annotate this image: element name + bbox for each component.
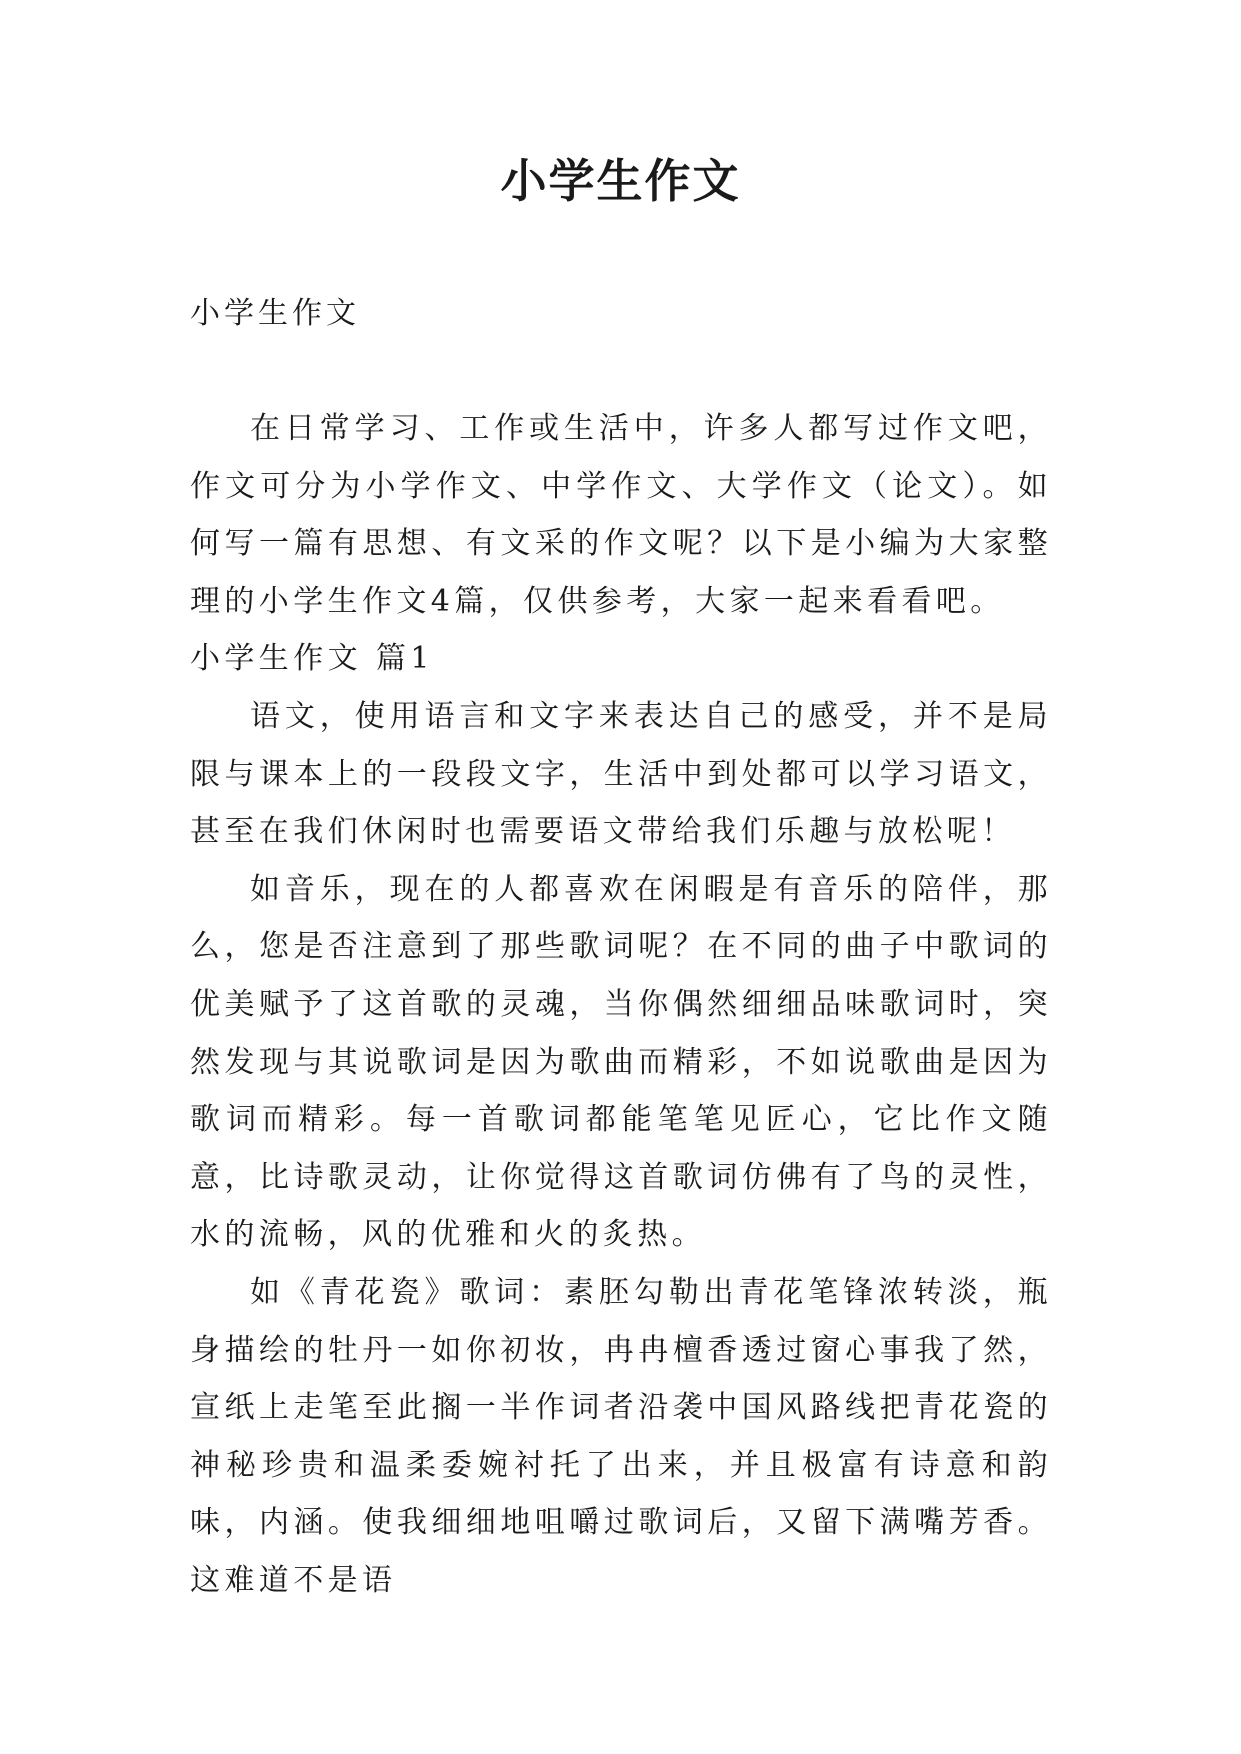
document-body [190,400,1052,1609]
document-title: 小学生作文 [500,154,741,208]
body-paragraph: 如音乐，现在的人都喜欢在闲暇是有音乐的陪伴，那么，您是否注意到了那些歌词呢？在不同的曲子中歌词的优美赋予了这首歌的灵魂，当你偶然细细品味歌词时，突然发现与其说歌词是因为歌曲而精彩，不如说歌曲是因为歌词而精彩。每一首歌词都能笔笔见匠心，它比作文随意，比诗歌灵动，让你觉得这首歌词仿佛有了鸟的灵性，水的流畅，风的优雅和火的炙热。 [190,871,1052,1253]
document-subtitle: 小学生作文 [190,296,360,331]
section-heading: 小学生作文 篇1 [190,641,434,677]
body-paragraph: 如《青花瓷》歌词：素胚勾勒出青花笔锋浓转淡，瓶身描绘的牡丹一如你初妆，冉冉檀香透过窗心事我了然，宣纸上走笔至此搁一半作词者沿袭中国风路线把青花瓷的神秘珍贵和温柔委婉衬托了出来，并且极富有诗意和韵味，内涵。使我细细地咀嚼过歌词后，又留下满嘴芳香。这难道不是语 [190,1274,1052,1598]
body-paragraph: 语文，使用语言和文字来表达自己的感受，并不是局限与课本上的一段段文字，生活中到处都可以学习语文，甚至在我们休闲时也需要语文带给我们乐趣与放松呢！ [190,698,1052,850]
intro-paragraph: 在日常学习、工作或生活中，许多人都写过作文吧，作文可分为小学作文、中学作文、大学作文（论文）。如何写一篇有思想、有文采的作文呢？以下是小编为大家整理的小学生作文4篇，仅供参考，大家一起来看看吧。 [190,411,1052,619]
